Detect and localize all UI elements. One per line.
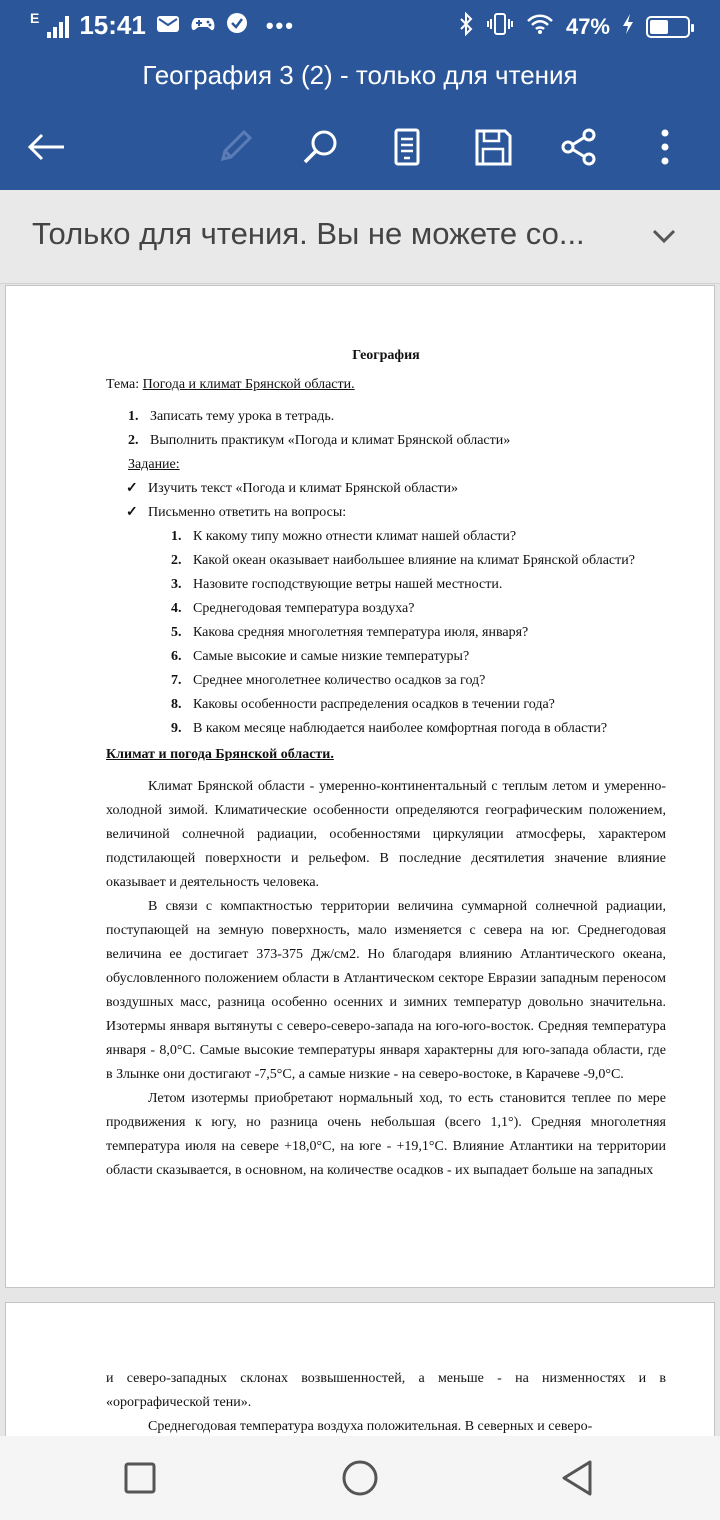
read-only-banner[interactable] (0, 190, 720, 284)
topic-prefix: Тема: (106, 377, 143, 392)
back-arrow-icon[interactable] (21, 122, 71, 172)
app-bar (0, 0, 720, 190)
document-title: География 3 (2) - только для чтения (142, 60, 578, 90)
share-icon[interactable] (554, 122, 604, 172)
paragraph: Летом изотермы приобретают нормальный ход, то есть становится теплее по мере продвижения к югу, но разница очень небольшая (всего 1,1°). Средняя многолетняя температура июля на севере +18,0°С, на юге - +19,1°С. Влияние Атлантики на территории области сказывается, в основном, на количестве осадков - их выпадает больше на западных (106, 1091, 666, 1178)
search-icon[interactable] (296, 122, 346, 172)
status-bar (0, 0, 720, 56)
more-notifications-icon: ••• (265, 12, 295, 38)
more-icon[interactable] (640, 122, 690, 172)
questions-list (171, 525, 666, 741)
list-item: 4. Среднегодовая температура воздуха? (171, 601, 415, 616)
doc-topic (106, 373, 666, 397)
list-item: 2. Какой океан оказывает наибольшее влияние на климат Брянской области? (171, 553, 635, 568)
paragraph: Среднегодовая температура воздуха положительная. В северных и северо- (148, 1419, 593, 1434)
back-icon[interactable] (558, 1458, 598, 1498)
list-item: 5. Какова средняя многолетняя температура июля, января? (171, 625, 529, 640)
list-item: ✓ Письменно ответить на вопросы: (126, 505, 347, 520)
list-item: ✓ Изучить текст «Погода и климат Брянской области» (126, 481, 459, 496)
steps-list (128, 405, 666, 453)
list-item: 3. Назовите господствующие ветры нашей местности. (171, 577, 503, 592)
signal-icon (47, 14, 69, 38)
paragraph: и северо-западных склонах возвышенностей, а меньше - на низменностях и в «орографической тени». (106, 1371, 666, 1410)
charging-icon (622, 13, 634, 41)
task-label: Задание: (128, 457, 180, 472)
network-type: E (30, 9, 40, 26)
status-time: 15:41 (79, 10, 146, 40)
list-item: 6. Самые высокие и самые низкие температуры? (171, 649, 470, 664)
section-heading: Климат и погода Брянской области. (106, 747, 334, 762)
list-item: 9. В каком месяце наблюдается наиболее комфортная погода в области? (171, 721, 608, 736)
vibrate-icon (486, 12, 514, 42)
paragraph: Климат Брянской области - умеренно-континентальный с теплым летом и умеренно-холодной зимой. Климатические особенности определяются географическим положением, величиной солнечной радиации, особенностями циркуляции атмосферы, характером подстилающей поверхности и рельефом. В последние десятилетия значение влияние оказывает и деятельность человека. (106, 779, 666, 890)
mail-icon (156, 10, 180, 41)
chevron-down-icon[interactable] (648, 220, 680, 252)
list-item: 7. Среднее многолетнее количество осадков за год? (171, 673, 486, 688)
toolbar (0, 114, 720, 178)
home-icon[interactable] (340, 1458, 380, 1498)
check-circle-icon (226, 10, 248, 41)
pen-icon[interactable] (210, 122, 260, 172)
gamepad-icon (190, 10, 216, 41)
navigation-bar (0, 1436, 720, 1520)
list-item: 2. Выполнить практикум «Погода и климат Брянской области» (128, 433, 511, 448)
document-page-1[interactable] (5, 285, 715, 1288)
save-icon[interactable] (468, 122, 518, 172)
battery-percent: 47% (565, 14, 610, 39)
recent-apps-icon[interactable] (120, 1458, 160, 1498)
bluetooth-icon (458, 12, 474, 42)
doc-title: География (352, 348, 420, 363)
wifi-icon (526, 13, 554, 41)
read-only-banner-text: Только для чтения. Вы не можете со... (32, 216, 585, 251)
list-item: 8. Каковы особенности распределения осадков в течении года? (171, 697, 555, 712)
battery-icon (646, 16, 690, 38)
checklist (106, 477, 666, 525)
paragraph: В связи с компактностью территории величина суммарной солнечной радиации, поступающей на земную поверхность, мало изменяется с севера на юг. Среднегодовая величина ее достигает 373-375 Дж/см2. Но благодаря влиянию Атлантического океана, обусловленного положением области в Атлантическом секторе Евразии западным переносом воздушных масс, разница особенно осенних и зимних температур довольно значительна. Изотермы января вытянуты с северо-северо-запада на юго-юго-восток. Средняя температура января - 8,0°С. Самые высокие температуры января характерны для юго-запада области, где в Злынке они достигают -7,5°С, а самые низкие - на северо-востоке, в Карачеве -9,0°С. (106, 899, 666, 1082)
list-item: 1. Записать тему урока в тетрадь. (128, 409, 335, 424)
topic-text: Погода и климат Брянской области. (142, 377, 355, 392)
list-item: 1. К какому типу можно отнести климат нашей области? (171, 529, 517, 544)
reading-mode-icon[interactable] (382, 122, 432, 172)
